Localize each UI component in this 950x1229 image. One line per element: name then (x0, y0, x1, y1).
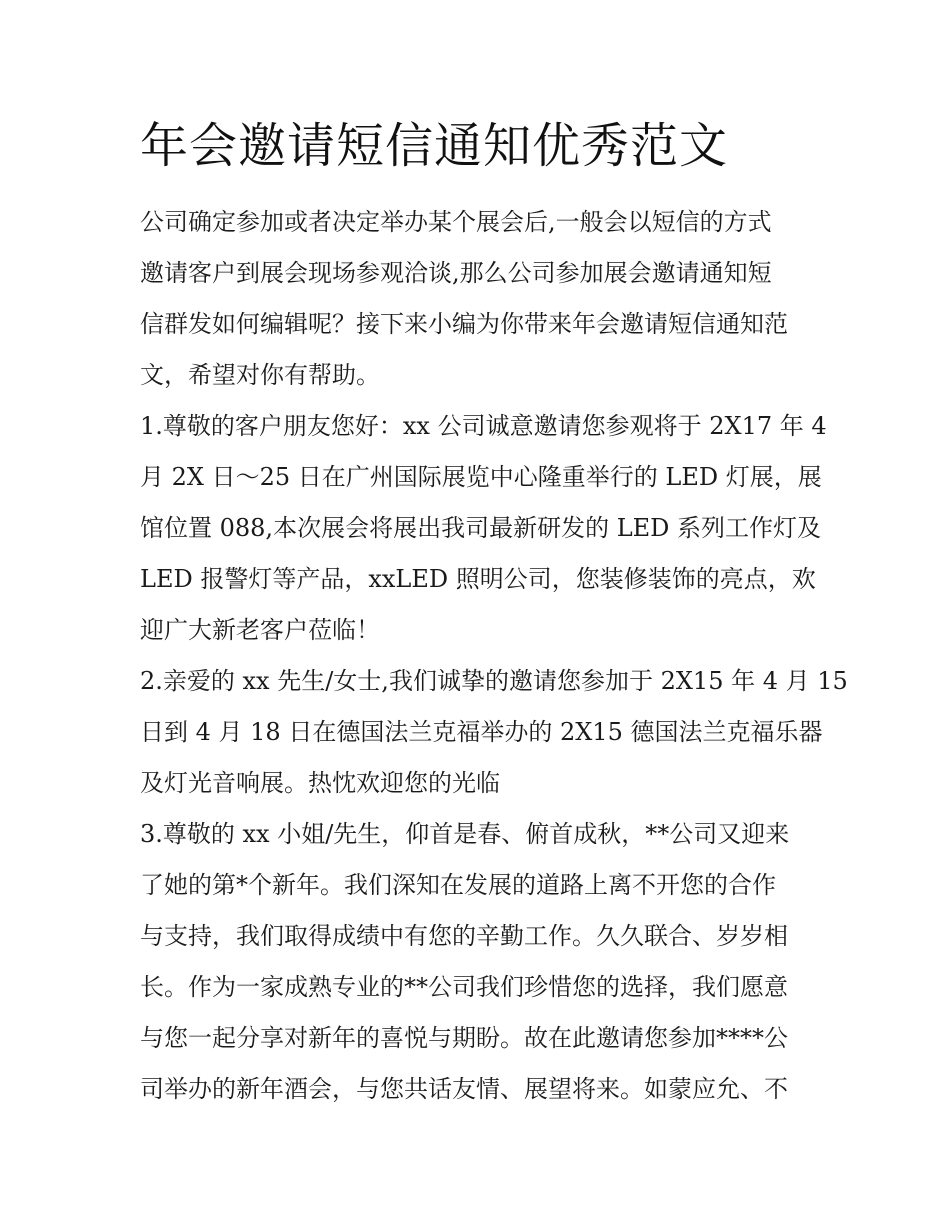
body-line-9: 迎广大新老客户莅临！ (140, 616, 380, 644)
body-line-12: 及灯光音响展。热忱欢迎您的光临 (140, 769, 500, 797)
body-line-14: 了她的第*个新年。我们深知在发展的道路上离不开您的合作 (140, 871, 776, 899)
body-line-8: LED 报警灯等产品，xxLED 照明公司，您装修装饰的亮点，欢 (140, 565, 816, 593)
body-line-17: 与您一起分享对新年的喜悦与期盼。故在此邀请您参加****公 (140, 1024, 788, 1052)
body-line-10: 2.亲爱的 xx 先生/女士,我们诚挚的邀请您参加于 2X15 年 4 月 15 (140, 667, 848, 695)
document-title: 年会邀请短信通知优秀范文 (140, 118, 729, 174)
body-line-16: 长。作为一家成熟专业的**公司我们珍惜您的选择，我们愿意 (140, 973, 788, 1001)
body-line-6: 月 2X 日～25 日在广州国际展览中心隆重举行的 LED 灯展，展 (140, 463, 822, 491)
body-line-1: 公司确定参加或者决定举办某个展会后,一般会以短信的方式 (140, 208, 772, 236)
body-line-15: 与支持，我们取得成绩中有您的辛勤工作。久久联合、岁岁相 (140, 922, 788, 950)
body-line-7: 馆位置 088,本次展会将展出我司最新研发的 LED 系列工作灯及 (140, 514, 822, 542)
body-line-5: 1.尊敬的客户朋友您好：xx 公司诚意邀请您参观将于 2X17 年 4 (140, 412, 827, 440)
body-line-2: 邀请客户到展会现场参观洽谈,那么公司参加展会邀请通知短 (140, 259, 772, 287)
body-line-4: 文，希望对你有帮助。 (140, 361, 380, 389)
body-line-13: 3.尊敬的 xx 小姐/先生，仰首是春、俯首成秋，**公司又迎来 (140, 820, 790, 848)
body-line-3: 信群发如何编辑呢？接下来小编为你带来年会邀请短信通知范 (140, 310, 788, 338)
body-line-18: 司举办的新年酒会，与您共话友情、展望将来。如蒙应允、不 (140, 1075, 788, 1103)
body-line-11: 日到 4 月 18 日在德国法兰克福举办的 2X15 德国法兰克福乐器 (140, 718, 823, 746)
